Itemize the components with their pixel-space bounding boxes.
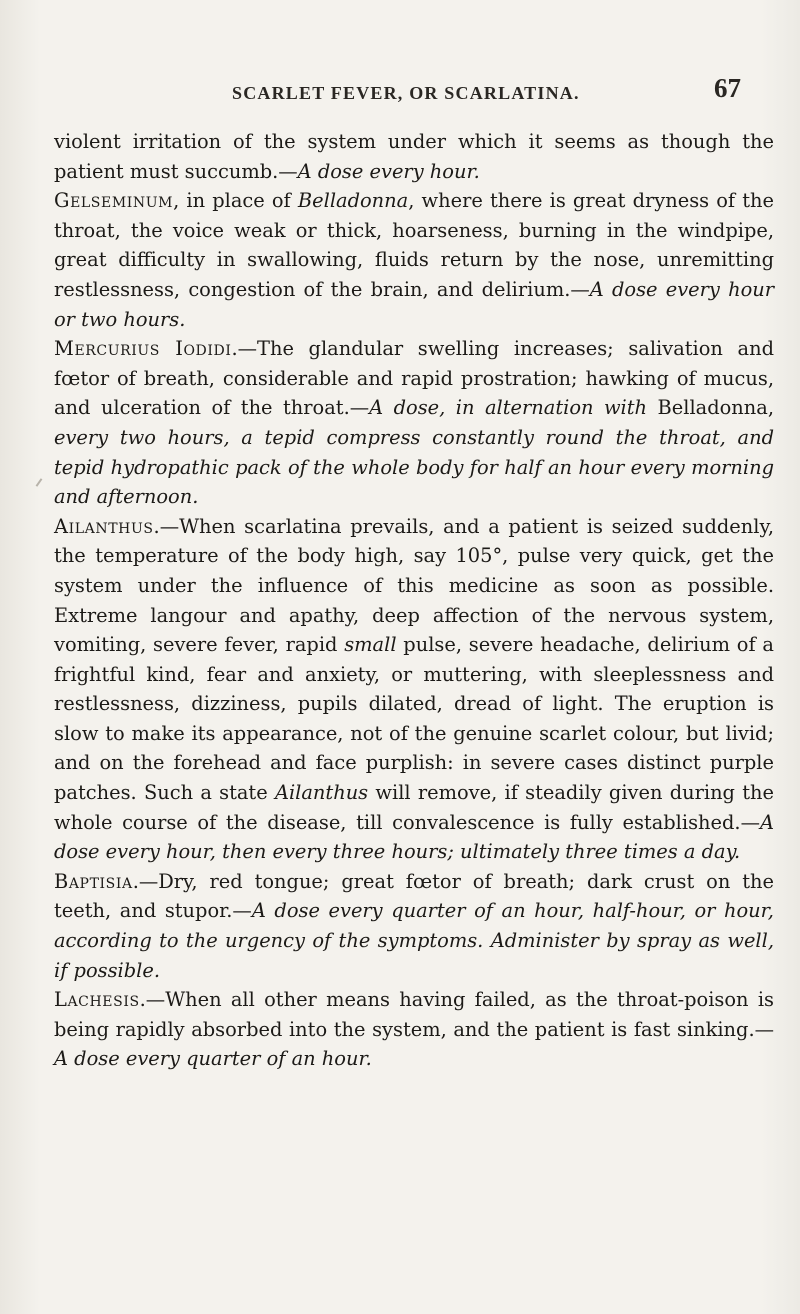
text-run: violent irritation of the system under which it seems as though the patient must succumb.— <box>54 130 774 183</box>
italic-text: A dose every quarter of an hour, half-hour, or hour, according to the urgency of the symptoms. Administer by spray as well, if possible. <box>54 899 774 982</box>
remedy-name: Lachesis <box>54 988 140 1012</box>
margin-mark <box>36 478 43 487</box>
remedy-name: Mercurius Iodidi <box>54 337 232 361</box>
remedy-name: Ailanthus <box>54 514 154 538</box>
italic-text: A dose every hour or two hours. <box>54 277 774 331</box>
running-head-title: SCARLET FEVER, OR SCARLATINA. <box>232 83 580 103</box>
text-run: Belladonna, <box>647 396 775 420</box>
paragraph-lachesis <box>54 985 774 1074</box>
running-head <box>0 73 800 113</box>
paragraph-gelsemium <box>54 186 774 334</box>
paragraph-continuation <box>54 127 774 186</box>
italic-text: Belladonna <box>297 189 409 213</box>
text-run: .—The glandular swelling increases; salivation and fœtor of breath, considerable and rapid prostration; hawking of mucus, and ulceration of the throat.— <box>54 337 774 420</box>
italic-text: A dose every hour. <box>297 159 480 183</box>
text-run: .—When scarlatina prevails, and a patient is seized suddenly, the temperature of the body high, say 105°, pulse very quick, get the system under the influence of this medicine as soon as possible. Extreme langour and apathy, deep affection of the nervous system, vomiting, severe fever, rapid <box>54 514 774 657</box>
body-text <box>54 127 774 1074</box>
paragraph-mercurius <box>54 334 774 512</box>
text-run: , where there is great dryness of the throat, the voice weak or thick, hoarseness, burning in the windpipe, great difficulty in swallowing, fluids return by the nose, unremitting restlessness, congestion of the brain, and delirium.— <box>54 189 774 301</box>
italic-text: A dose every hour, then every three hours; ultimately three times a day. <box>54 810 774 864</box>
italic-text: A dose every quarter of an hour. <box>54 1047 372 1071</box>
page-number: 67 <box>714 73 741 103</box>
italic-text: Ailanthus <box>274 781 369 805</box>
italic-text: every two hours, a tepid compress constantly round the throat, and tepid hydropathic pack of the whole body for half an hour every morning and afternoon. <box>54 425 774 509</box>
italic-text: small <box>344 633 397 657</box>
paragraph-baptisia <box>54 867 774 985</box>
text-run: will remove, if steadily given during the whole course of the disease, till convalescence is fully established.— <box>54 781 774 834</box>
remedy-name: Baptisia <box>54 869 133 893</box>
paragraph-ailanthus <box>54 512 774 867</box>
text-run: pulse, severe headache, delirium of a frightful kind, fear and anxiety, or muttering, with sleeplessness and restlessness, dizziness, pupils dilated, dread of light. The eruption is slow to make its appearance, not of the genuine scarlet colour, but livid; and on the forehead and face purplish: in severe cases distinct purple patches. Such a state <box>54 633 774 805</box>
italic-text: A dose, in alternation with <box>369 396 648 420</box>
remedy-name: Gelseminum <box>54 189 174 213</box>
text-run: .—Dry, red tongue; great fœtor of breath; dark crust on the teeth, and stupor.— <box>54 869 774 923</box>
text-run: .—When all other means having failed, as the throat-poison is being rapidly absorbed into the system, and the patient is fast sinking.— <box>54 988 774 1041</box>
text-run: , in place of <box>173 189 298 213</box>
